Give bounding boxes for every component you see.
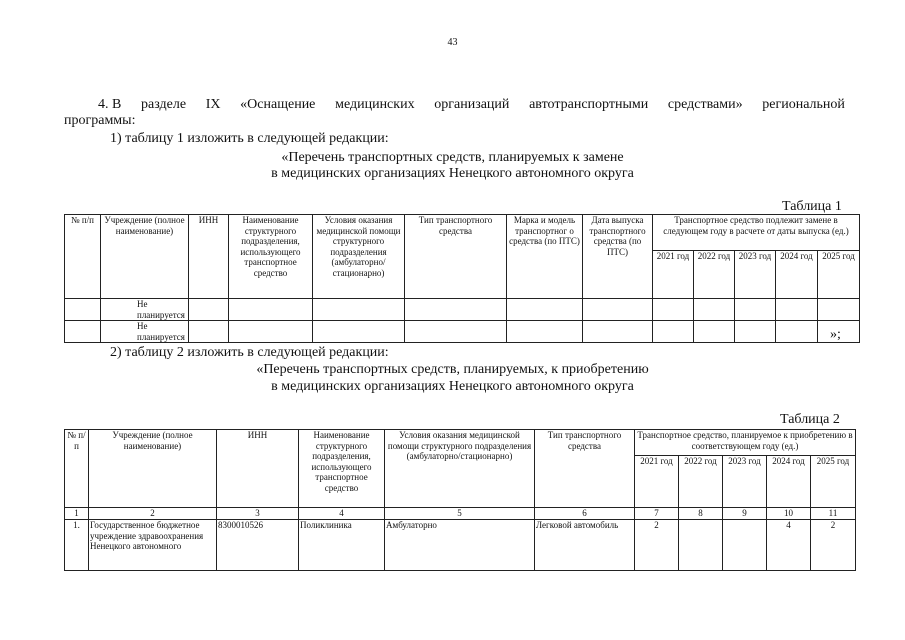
t1-year-2025: 2025 год — [818, 250, 860, 298]
t2-colnum: 11 — [811, 508, 856, 520]
item-2-text: 2) таблицу 2 изложить в следующей редакции: — [110, 345, 389, 360]
table1-caption: Таблица 1 — [782, 199, 842, 214]
t2-row-division: Поликлиника — [299, 520, 385, 571]
t1-header-inn: ИНН — [189, 215, 229, 299]
t2-colnum: 2 — [89, 508, 217, 520]
t2-colnum: 4 — [299, 508, 385, 520]
table-row — [65, 520, 856, 571]
t1-header-conditions: Условия оказания медицинской помощи структурного подразделения (амбулаторно/ стационарно) — [313, 215, 405, 299]
t2-row-2022 — [679, 520, 723, 571]
page-number: 43 — [447, 37, 458, 48]
t2-row-institution: Государственное бюджетное учреждение здравоохранения Ненецкого автономного — [89, 520, 217, 571]
para-word: 4. В — [98, 97, 122, 112]
table1-title-line1: «Перечень транспортных средств, планируемых к замене — [281, 150, 624, 165]
t2-year-2023: 2023 год — [723, 455, 767, 507]
paragraph-line-2: программы: — [64, 113, 136, 128]
table1-title-line2: в медицинских организациях Ненецкого автономного округа — [271, 166, 634, 181]
table2-caption: Таблица 2 — [780, 412, 840, 427]
t2-year-2021: 2021 год — [635, 455, 679, 507]
t2-header-division: Наименование структурного подразделения, использующего транспортное средство — [299, 430, 385, 508]
t2-header-conditions: Условия оказания медицинской помощи структурного подразделения (амбулаторно/стационарно) — [385, 430, 535, 508]
t2-colnum: 10 — [767, 508, 811, 520]
t1-header-institution: Учреждение (полное наименование) — [101, 215, 189, 299]
t1-row-institution: Не планируется — [101, 321, 189, 343]
t2-colnum: 8 — [679, 508, 723, 520]
t2-year-2025: 2025 год — [811, 455, 856, 507]
t2-header-institution: Учреждение (полное наименование) — [89, 430, 217, 508]
t2-row-inn: 8300010526 — [217, 520, 299, 571]
t1-header-division: Наименование структурного подразделения, использующего транспортное средство — [229, 215, 313, 299]
t2-row-2021: 2 — [635, 520, 679, 571]
paragraph-section-4 — [98, 97, 845, 113]
t1-header-brand-model: Марка и модель транспортног о средства (по ПТС) — [507, 215, 583, 299]
para-word: IX — [205, 97, 221, 112]
para-word: «Оснащение — [240, 97, 316, 112]
t2-header-planned: Транспортное средство, планируемое к приобретению в соответствующем году (ед.) — [635, 430, 856, 456]
closing-quote: »; — [830, 327, 841, 342]
t2-year-2022: 2022 год — [679, 455, 723, 507]
t1-header-release-date: Дата выпуска транспортного средства (по ПТС) — [583, 215, 653, 299]
t2-header-num: № п/п — [65, 430, 89, 508]
t2-row-2025: 2 — [811, 520, 856, 571]
t2-row-conditions: Амбулаторно — [385, 520, 535, 571]
para-word: разделе — [141, 97, 187, 112]
t1-header-vehicle-type: Тип транспортного средства — [405, 215, 507, 299]
para-word: автотранспортными — [529, 97, 649, 112]
table-row — [65, 321, 860, 343]
t2-header-inn: ИНН — [217, 430, 299, 508]
t2-row-2023 — [723, 520, 767, 571]
t2-colnum: 3 — [217, 508, 299, 520]
item-1-text: 1) таблицу 1 изложить в следующей редакции: — [110, 131, 389, 146]
t1-year-2021: 2021 год — [653, 250, 694, 298]
t2-colnum: 1 — [65, 508, 89, 520]
t1-row-institution: Не планируется — [101, 299, 189, 321]
t1-header-num: № п/п — [65, 215, 101, 299]
t2-row-vehicle-type: Легковой автомобиль — [535, 520, 635, 571]
t1-year-2022: 2022 год — [694, 250, 735, 298]
table2-title-line2: в медицинских организациях Ненецкого автономного округа — [271, 379, 634, 394]
para-word: средствами» — [667, 97, 743, 112]
t1-year-2024: 2024 год — [776, 250, 818, 298]
t2-row-num: 1. — [65, 520, 89, 571]
t2-row-2024: 4 — [767, 520, 811, 571]
t2-header-vehicle-type: Тип транспортного средства — [535, 430, 635, 508]
t2-colnum: 9 — [723, 508, 767, 520]
t2-colnum: 5 — [385, 508, 535, 520]
table-1 — [64, 214, 860, 343]
t1-header-replacement: Транспортное средство подлежит замене в следующем году в расчете от даты выпуска (ед.) — [653, 215, 860, 251]
t2-year-2024: 2024 год — [767, 455, 811, 507]
t2-colnum: 6 — [535, 508, 635, 520]
table-row — [65, 299, 860, 321]
column-numbers-row — [65, 508, 856, 520]
para-word: региональной — [762, 97, 845, 112]
para-word: организаций — [434, 97, 510, 112]
t1-year-2023: 2023 год — [735, 250, 776, 298]
t2-colnum: 7 — [635, 508, 679, 520]
para-word: медицинских — [335, 97, 415, 112]
table2-title-line1: «Перечень транспортных средств, планируемых, к приобретению — [256, 362, 649, 377]
table-2 — [64, 429, 856, 571]
